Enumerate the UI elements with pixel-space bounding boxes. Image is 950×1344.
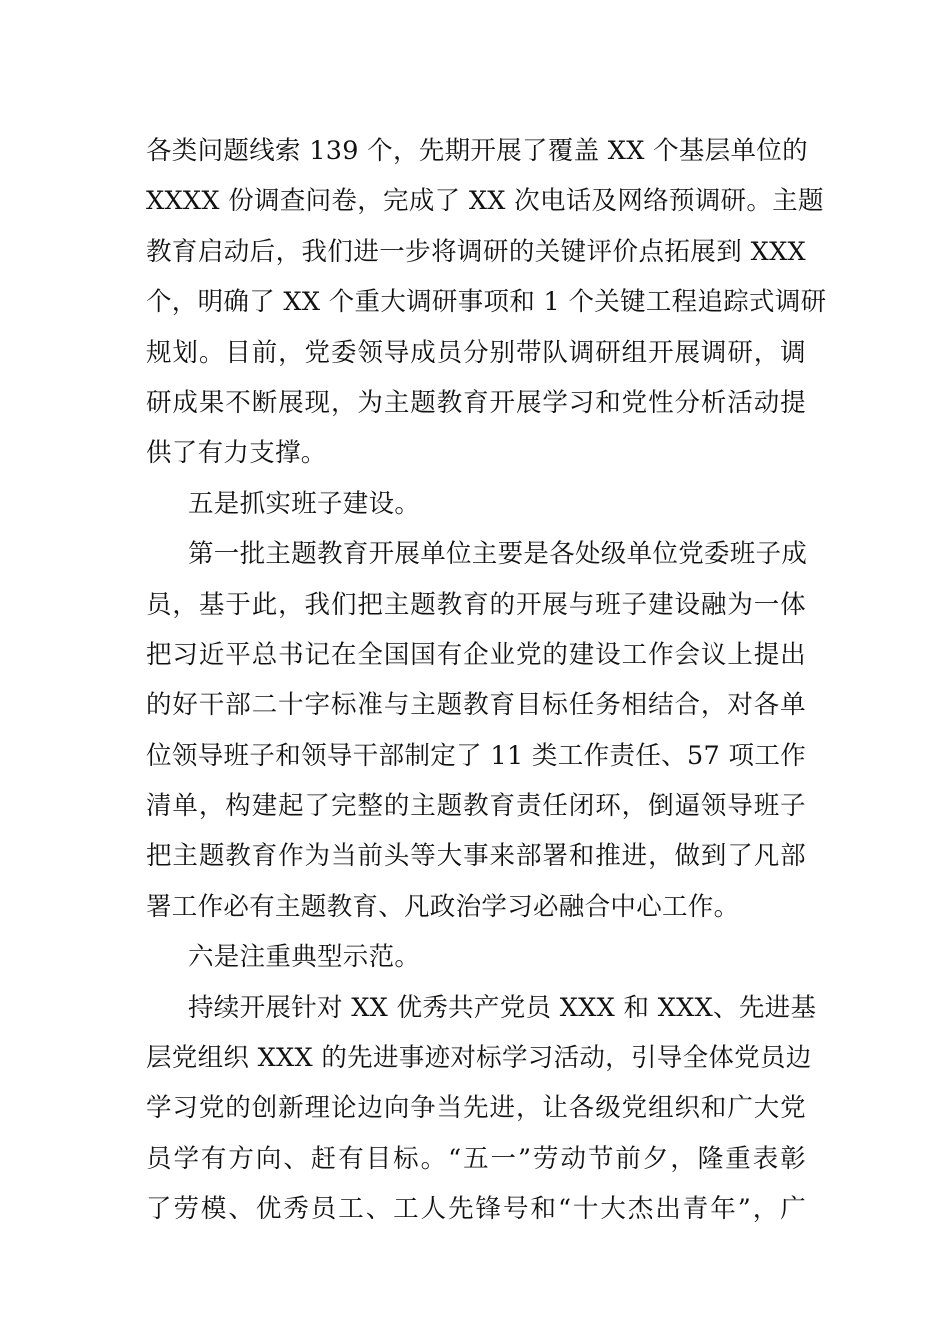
text-line: 员学有方向、赶有目标。“五一”劳动节前夕，隆重表彰 xyxy=(146,1143,806,1174)
text-line: 的好干部二十字标准与主题教育目标任务相结合，对各单 xyxy=(146,690,806,721)
text-line: 持续开展针对 XX 优秀共产党员 XXX 和 XXX、先进基 xyxy=(188,992,817,1023)
text-line: 教育启动后，我们进一步将调研的关键评价点拓展到 XXX xyxy=(146,236,806,267)
text-line: 把习近平总书记在全国国有企业党的建设工作会议上提出 xyxy=(146,639,806,670)
section-heading-six: 六是注重典型示范。 xyxy=(188,942,421,973)
text-line: 清单，构建起了完整的主题教育责任闭环，倒逼领导班子 xyxy=(146,791,806,822)
text-line: 各类问题线索 139 个，先期开展了覆盖 XX 个基层单位的 xyxy=(146,136,808,166)
text-line: 员，基于此，我们把主题教育的开展与班子建设融为一体 xyxy=(146,589,806,620)
text-line: 把主题教育作为当前头等大事来部署和推进，做到了凡部 xyxy=(146,841,806,872)
text-line: 个，明确了 XX 个重大调研事项和 1 个关键工程追踪式调研 xyxy=(146,287,827,318)
text-line: 署工作必有主题教育、凡政治学习必融合中心工作。 xyxy=(146,891,740,922)
text-line: 层党组织 XXX 的先进事迹对标学习活动，引导全体党员边 xyxy=(146,1043,812,1074)
text-line: 供了有力支撑。 xyxy=(146,438,327,469)
text-line: 第一批主题教育开展单位主要是各处级单位党委班子成 xyxy=(188,539,808,570)
text-line: 学习党的创新理论边向争当先进，让各级党组织和广大党 xyxy=(146,1093,806,1124)
text-line: 位领导班子和领导干部制定了 11 类工作责任、57 项工作 xyxy=(146,740,806,771)
document-body xyxy=(146,126,827,1235)
text-line: 规划。目前，党委领导成员分别带队调研组开展调研，调 xyxy=(146,337,806,368)
section-heading-five: 五是抓实班子建设。 xyxy=(188,488,421,519)
text-line: XXXX 份调查问卷，完成了 XX 次电话及网络预调研。主题 xyxy=(146,186,824,217)
text-line: 研成果不断展现，为主题教育开展学习和党性分析活动提 xyxy=(146,387,806,418)
text-line: 了劳模、优秀员工、工人先锋号和“十大杰出青年”，广 xyxy=(146,1194,806,1225)
